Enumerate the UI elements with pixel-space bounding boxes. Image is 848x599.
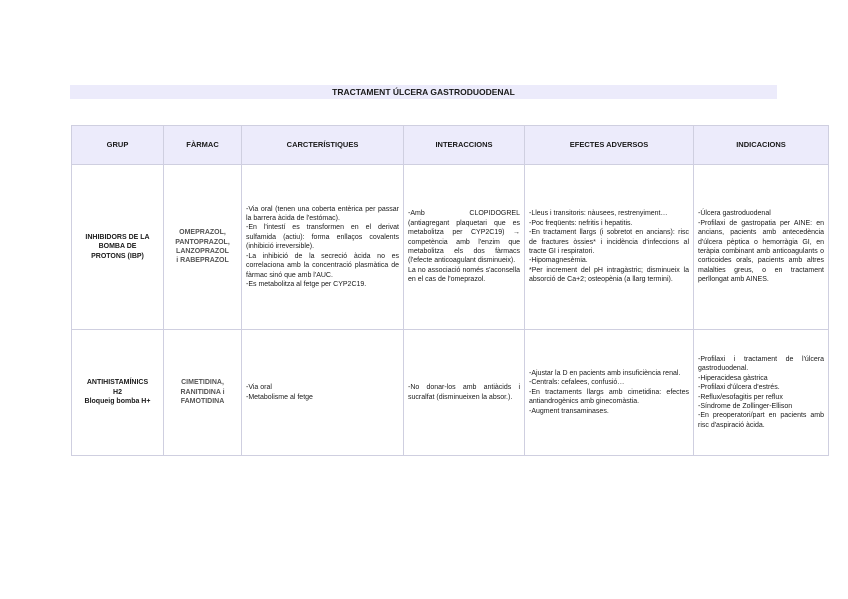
cell-grup [72, 330, 164, 456]
farmac-line: i RABEPRAZOL [176, 257, 229, 265]
text-line: -En tractament llargs (i sobretot en ancians): risc de fractures òssies* i incidència d'infeccions al tracte GI i respiratori. [529, 229, 689, 255]
cell-farmac [164, 330, 242, 456]
text-line: -Amb CLOPIDOGREL (antiagregant plaquetari que es metabolitza per CYP2C19) → competència amb l'enzim que metabolitza els dos fàrmacs (l'efecte anticoagulant disminueix). [408, 210, 520, 265]
grup-line: BOMBA DE [98, 243, 137, 251]
cell-interaccions [404, 165, 525, 330]
text-line: -Profilaxi de gastropatia per AINE: en ancians, pacients amb antecedència d'úlcera pèptica o hemorràgia GI, en teràpia combinant amb anticoagulants o corticoides orals, pacients amb altres malalties greus, o en tractament perllongat amb AINES. [698, 219, 824, 284]
header-efectes-adversos: EFECTES ADVERSOS [525, 126, 694, 165]
grup-line: PROTONS (IBP) [91, 252, 144, 260]
grup-line: Bloqueig bomba H+ [84, 398, 151, 406]
grup-line: INHIBIDORS DE LA [85, 233, 150, 241]
farmac-line: CIMETIDINA, [181, 379, 224, 387]
farmac-line: RANITIDINA i [180, 388, 225, 396]
text-line: -Poc freqüents: nefritis i hepatitis. [529, 219, 633, 227]
text-line: -Profilaxi i tractament de l'úlcera gastroduodenal. [698, 355, 824, 373]
text-line: -Úlcera gastroduodenal [698, 210, 771, 218]
text-line: -Ajustar la D en pacients amb insuficiència renal. [529, 369, 681, 377]
farmac-line: OMEPRAZOL, [179, 229, 226, 237]
farmac-line: FAMOTIDINA [180, 398, 225, 406]
text-line: -Lleus i transitoris: nàusees, restrenyiment… [529, 210, 668, 218]
text-line: -En preoperatori/part en pacients amb risc d'aspiració àcida. [698, 412, 824, 429]
cell-indicacions [694, 165, 829, 330]
text-line: *Per increment del pH intragàstric; disminueix la absorció de Ca+2; osteopènia (a llarg termini). [529, 266, 689, 284]
header-indicacions: INDICACIONS [694, 126, 829, 165]
cell-interaccions [404, 330, 525, 456]
farmac-line: LANZOPRAZOL [176, 248, 229, 255]
cell-efectes-adversos [525, 165, 694, 330]
table-row [72, 330, 829, 456]
text-line: -Via oral [246, 384, 272, 392]
cell-caracteristiques [242, 165, 404, 330]
header-caracteristiques: CARCTERÍSTIQUES [242, 126, 404, 165]
header-farmac: FÀRMAC [164, 126, 242, 165]
text-line: -No donar-los amb antiàcids i sucralfat (disminueixen la absor.). [408, 384, 520, 401]
header-grup: GRUP [72, 126, 164, 165]
header-interaccions: INTERACCIONS [404, 126, 525, 165]
grup-line: H2 [113, 388, 122, 396]
treatment-table [71, 125, 829, 456]
cell-efectes-adversos [525, 330, 694, 456]
farmac-line: PANTOPRAZOL, [175, 238, 230, 246]
text-line: -Hipomagnesèmia. [529, 257, 588, 265]
cell-caracteristiques [242, 330, 404, 456]
text-line: -Hiperacidesa gàstrica [698, 374, 768, 382]
cell-indicacions [694, 330, 829, 456]
text-line: -La inhibició de la secreció àcida no es correlaciona amb la concentració plasmàtica de fàrmac sinó que amb l'AUC. [246, 252, 399, 279]
text-line: -Es metabolitza al fetge per CYP2C19. [246, 280, 367, 288]
table-header-row [72, 126, 829, 165]
text-line: La no associació només s'aconsella en el cas de l'omeprazol. [408, 266, 520, 284]
text-line: -En l'intestí es transformen en el derivat sulfamida (actiu): forma enllaços covalents (inhibició irreversible). [246, 224, 399, 251]
text-line: -Profilaxi d'úlcera d'estrés. [698, 384, 780, 392]
text-line: -Augment transaminases. [529, 407, 609, 415]
cell-farmac [164, 165, 242, 330]
text-line: -Centrals: cefalees, confusió… [529, 379, 625, 387]
table-row [72, 165, 829, 330]
grup-line: ANTIHISTAMÍNICS [86, 379, 149, 387]
text-line: -Síndrome de Zollinger-Ellison [698, 402, 793, 410]
text-line: -En tractaments llargs amb cimetidina: efectes antiandrogènics amb ginecomàstia. [529, 388, 689, 406]
cell-grup [72, 165, 164, 330]
text-line: -Reflux/esofagitis per reflux [698, 393, 783, 401]
text-line: -Via oral (tenen una coberta entèrica per passar la barrera àcida de l'estómac). [246, 205, 399, 223]
text-line: -Metabolisme al fetge [246, 393, 313, 401]
page-title: TRACTAMENT ÚLCERA GASTRODUODENAL [70, 85, 777, 99]
